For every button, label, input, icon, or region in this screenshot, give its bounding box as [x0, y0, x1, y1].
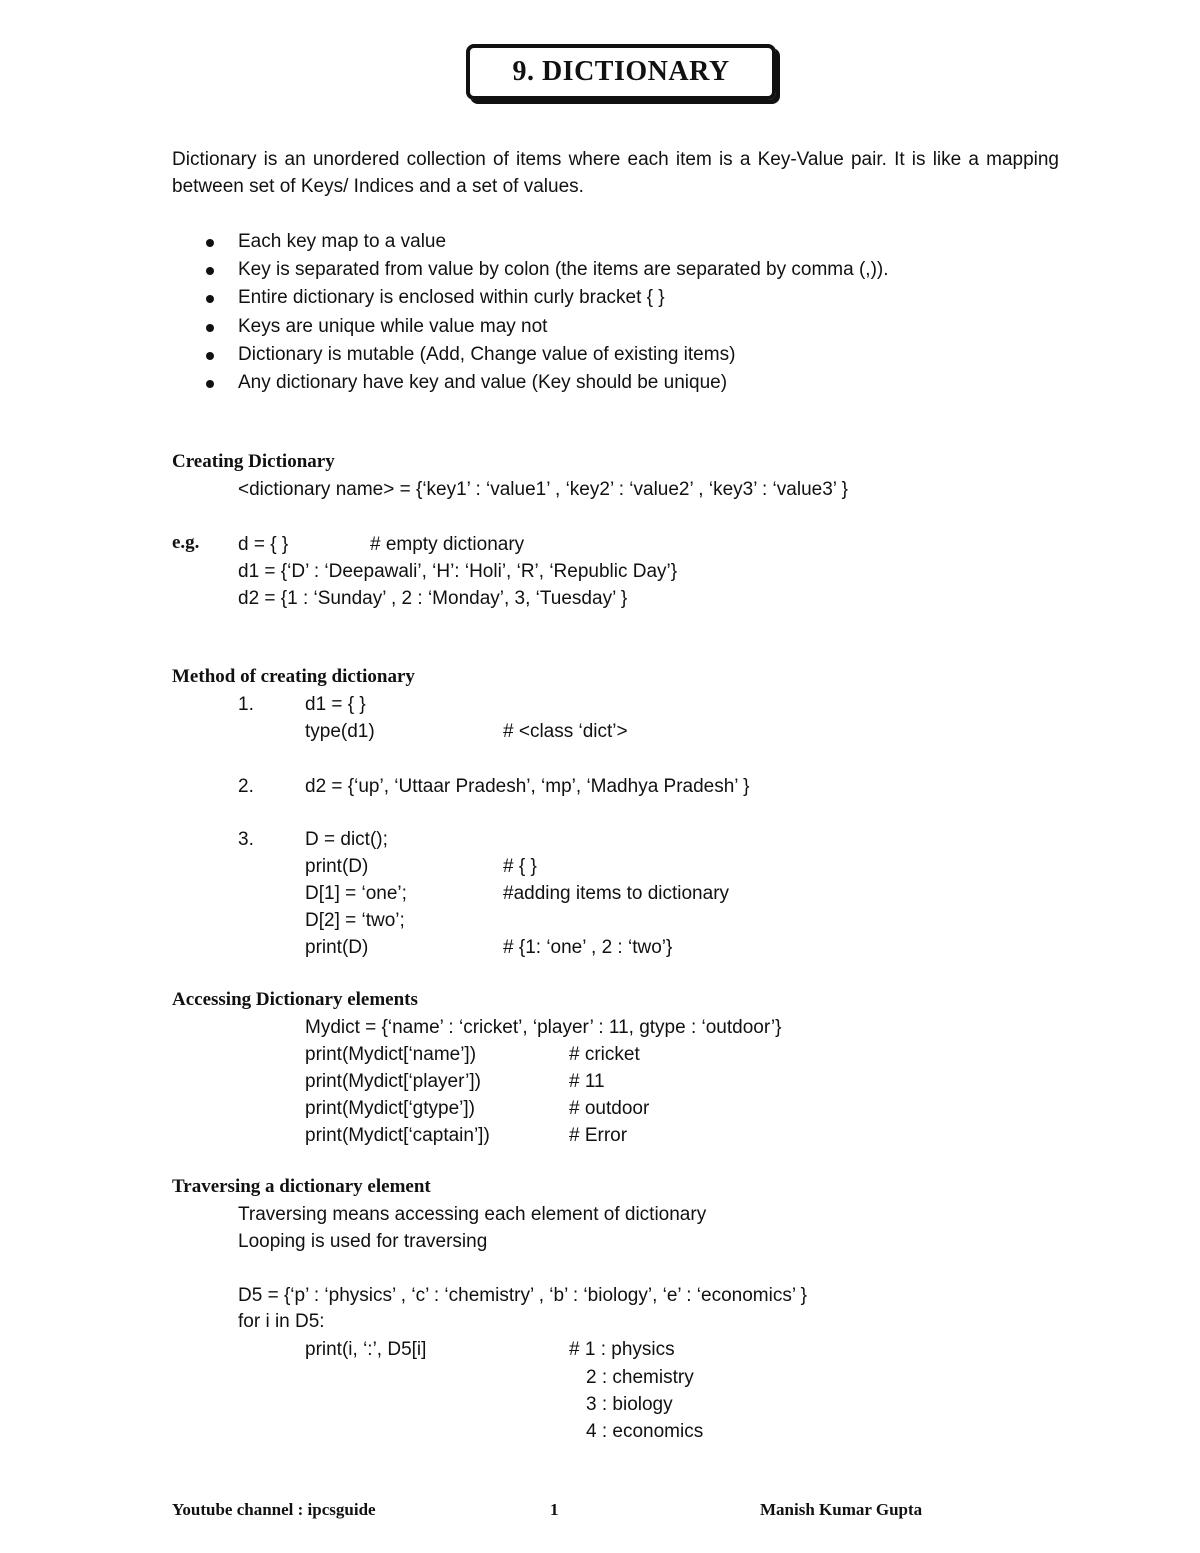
footer-page-number: 1: [550, 1500, 559, 1519]
example-label: e.g.: [172, 532, 200, 553]
code-line: Mydict = {‘name’ : ‘cricket’, ‘player’ : 11, gtype : ‘outdoor’}: [305, 1017, 782, 1038]
code-line: D[2] = ‘two’;: [305, 910, 405, 931]
accessing-heading: Accessing Dictionary elements: [172, 989, 418, 1010]
step-number: 2.: [238, 776, 254, 797]
bullet-dot-icon: [206, 267, 214, 275]
output-line: # 1 : physics: [569, 1339, 675, 1360]
example-code: d1 = {‘D’ : ‘Deepawali’, ‘H’: ‘Holi’, ‘R’, ‘Republic Day’}: [238, 561, 678, 582]
code-line: d1 = { }: [305, 694, 366, 715]
feature-bullet-list: [200, 228, 889, 397]
title-box: [466, 44, 776, 100]
step-number: 3.: [238, 829, 254, 850]
description-line: Looping is used for traversing: [238, 1231, 488, 1252]
code-line: for i in D5:: [238, 1311, 325, 1332]
code-line: print(D): [305, 856, 369, 877]
code-line: D = dict();: [305, 829, 388, 850]
example-code: d = { }: [238, 534, 289, 555]
footer-author: Manish Kumar Gupta: [760, 1500, 923, 1519]
creating-dictionary-heading: Creating Dictionary: [172, 451, 335, 472]
example-comment: # empty dictionary: [370, 534, 525, 555]
example-code: d2 = {1 : ‘Sunday’ , 2 : ‘Monday’, 3, ‘Tuesday’ }: [238, 588, 628, 609]
footer-channel: Youtube channel : ipcsguide: [172, 1500, 376, 1519]
traversing-heading: Traversing a dictionary element: [172, 1176, 431, 1197]
method-heading: Method of creating dictionary: [172, 666, 415, 687]
code-line: D[1] = ‘one’;: [305, 883, 407, 904]
output-line: 4 : economics: [586, 1421, 704, 1442]
page-title: 9. DICTIONARY: [512, 56, 730, 87]
code-comment: # 11: [569, 1071, 605, 1092]
code-line: print(Mydict[‘gtype’]): [305, 1098, 475, 1119]
bullet-dot-icon: [206, 239, 214, 247]
syntax-line: <dictionary name> = {‘key1’ : ‘value1’ , ‘key2’ : ‘value2’ , ‘key3’ : ‘value3’ }: [238, 479, 848, 500]
intro-paragraph: Dictionary is an unordered collection of items where each item is a Key-Value pair. It is like a mapping between set of Keys/ Indices and a set of values.: [172, 149, 1059, 197]
bullet-item: Each key map to a value: [200, 228, 889, 256]
bullet-dot-icon: [206, 380, 214, 388]
bullet-item: Dictionary is mutable (Add, Change value of existing items): [200, 341, 889, 369]
code-line: print(Mydict[‘captain’]): [305, 1125, 490, 1146]
code-comment: # {1: ‘one’ , 2 : ‘two’}: [503, 937, 673, 958]
code-comment: #adding items to dictionary: [503, 883, 730, 904]
code-line: d2 = {‘up’, ‘Uttaar Pradesh’, ‘mp’, ‘Madhya Pradesh’ }: [305, 776, 750, 797]
code-comment: # outdoor: [569, 1098, 650, 1119]
output-line: 3 : biology: [586, 1394, 673, 1415]
code-line: D5 = {‘p’ : ‘physics’ , ‘c’ : ‘chemistry’ , ‘b’ : ‘biology’, ‘e’ : ‘economics’ }: [238, 1285, 807, 1306]
code-comment: # { }: [503, 856, 537, 877]
bullet-dot-icon: [206, 295, 214, 303]
code-line: print(Mydict[‘name’]): [305, 1044, 477, 1065]
step-number: 1.: [238, 694, 254, 715]
code-line: print(Mydict[‘player’]): [305, 1071, 481, 1092]
bullet-dot-icon: [206, 324, 214, 332]
output-line: 2 : chemistry: [586, 1367, 694, 1388]
bullet-item: Key is separated from value by colon (the items are separated by comma (,)).: [200, 256, 889, 284]
code-line: print(i, ‘:’, D5[i]: [305, 1339, 427, 1360]
bullet-item: Any dictionary have key and value (Key should be unique): [200, 369, 889, 397]
code-line: print(D): [305, 937, 369, 958]
code-comment: # <class ‘dict’>: [503, 721, 628, 742]
description-line: Traversing means accessing each element of dictionary: [238, 1204, 707, 1225]
bullet-item: Keys are unique while value may not: [200, 313, 889, 341]
bullet-dot-icon: [206, 352, 214, 360]
bullet-item: Entire dictionary is enclosed within curly bracket { }: [200, 284, 889, 312]
code-comment: # Error: [569, 1125, 628, 1146]
code-line: type(d1): [305, 721, 375, 742]
code-comment: # cricket: [569, 1044, 640, 1065]
